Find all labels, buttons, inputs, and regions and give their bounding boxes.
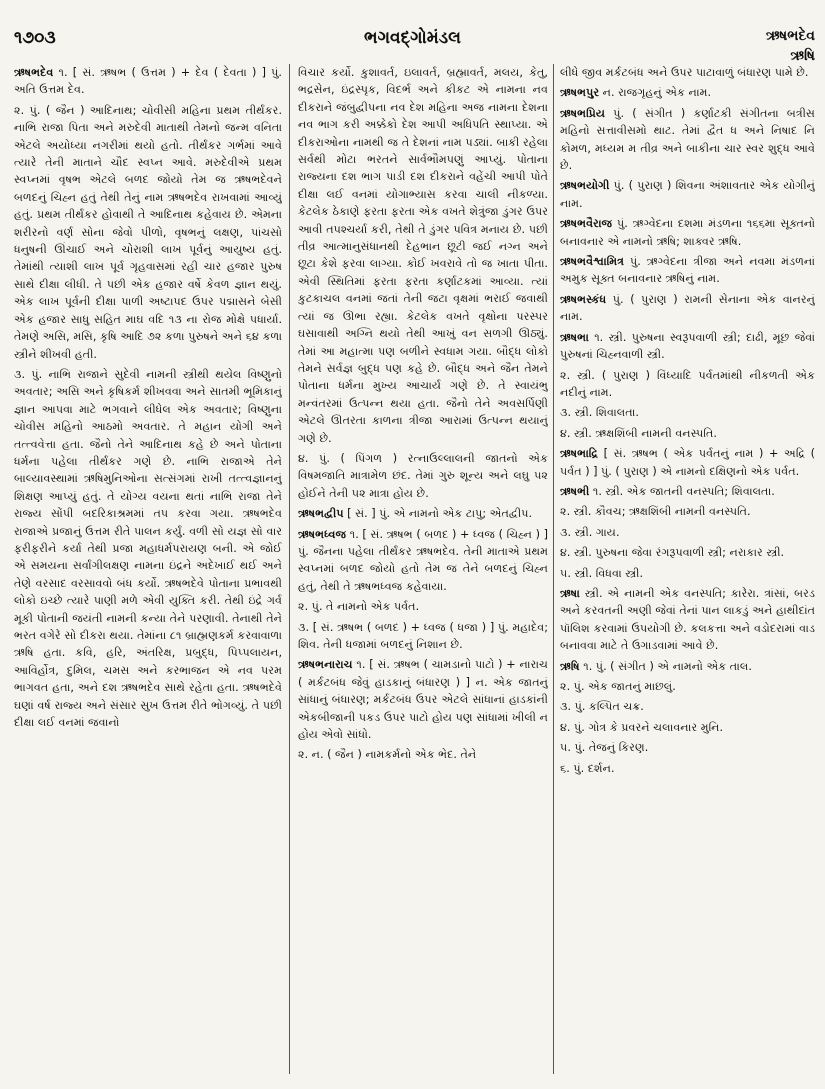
page-header bbox=[0, 0, 825, 64]
entry-text: ૨. સ્ત્રી. કૌવચ; ઋક્ષશિંબી નામની વનસ્પતિ. bbox=[560, 505, 751, 519]
entry-text: ૧. પું. ( સંગીત ) એ નામનો એક તાલ. bbox=[579, 659, 752, 673]
dictionary-entry bbox=[560, 105, 815, 175]
entry-text: ૧. [ સં. ઋષભ ( બળદ ) + ધ્વજ ( ચિહ્ન ) ] પું. જૈનના પહેલા તીર્થંકર ઋષભદેવ. તેની માતાએ પ્રથમ સ્વપ્નમાં બળદ જોયો હતો તેમ જ તેને બળદનું ચિહ્ન હતું, તેથી તે ઋષભધ્વજ કહેવાયા. bbox=[298, 527, 548, 593]
entry-text: ૧. સ્ત્રી. પુરુષના સ્વરૂપવાળી સ્ત્રી; દાઢી, મૂછ જેવાં પુરુષનાં ચિહ્નવાળી સ્ત્રી. bbox=[560, 330, 815, 362]
entry-text: લીધે જીવ મર્કટબંધ અને ઉપર પાટાવાળું બંધારણ પામે છે. bbox=[560, 66, 809, 79]
dictionary-entry bbox=[298, 598, 548, 615]
entry-text: ૨. ન. ( જૈન ) નામકર્મનો એક ભેદ. તેને bbox=[298, 748, 477, 762]
headword: ઋષભદેવ bbox=[14, 66, 54, 79]
dictionary-entry bbox=[14, 64, 282, 99]
entry-text: ૩. પું. નાભિ રાજાને સુદેવી નામની સ્ત્રીથી થયેલ વિષ્ણુનો અવતાર; અસિ અને કૃષિકર્મ શીખવવા અને સાતમી ભૂમિકાનું જ્ઞાન આપવા માટે ભગવાને લીધેલ એક અવતાર; વિષ્ણુના ચોવીસ મહિનો આઠમો અવતાર. તે મહાન યોગી અને તત્ત્વવેત્તા હતા. જૈનો તેને આદિનાથ કહે છે અને પોતાના ધર્મના પહેલા તીર્થંકર ગણે છે. નાભિ રાજાએ તેને બાલ્યાવસ્થામાં ઋષિમુનિઓના સત્સંગમાં રાખી તત્ત્વજ્ઞાનનું શિક્ષણ આપ્યું હતું. તે યોગ્ય વયના થતાં નાભિ રાજા તેને રાજ્ય સોંપી બદરિકાશ્રમમાં તપ કરવા ગયા. ઋષભદેવ રાજાએ પ્રજાનું ઉત્તમ રીતે પાલન કર્યું. વળી સો યજ્ઞ સો વાર ફરીફરીને કર્યા તેથી પ્રજા મહાધર્મપરાયણ બની. એ જોઈ એ સમયના સર્વાંગીલક્ષણ નામના ઇંદ્રને અદેખાઈ થઈ અને તેણે વરસાદ વરસાવવો બંધ કર્યો. ઋષભદેવે પોતાના પ્રભાવથી લોકો ઇચ્છે ત્યારે પાણી મળે એવી યુક્તિ કરી. તેથી ઇંદ્રે ગર્વ મૂકી પોતાની જયંતી નામની કન્યા તેને પરણાવી. તેનાથી તેને ભરત વગેરે સો દીકરા થયા. તેમાંના ૮૧ બ્રાહ્મણકર્મ કરવાવાળા ઋષિ હતા. કવિ, હરિ, અંતરિક્ષ, પ્રબુદ્ધ, પિપ્પલાયન, આવિર્હોત્ર, દુમિલ, ચમસ અને કરભાજન એ નવ પરમ ભાગવત હતા, અને દશ ઋષભદેવ સાથે રહેતા હતા. ઋષભદેવે ઘણાં વર્ષ રાજ્ય અને સંસાર સુખ ઉત્તમ રીતે ભોગવ્યું. તે પછી દીક્ષા લઈ વનમાં જવાનો bbox=[14, 367, 282, 730]
entry-text: [ સં. ઋષભ ( એક પર્વતનું નામ ) + અદ્રિ ( પર્વત ) ] પું. ( પુરાણ ) એ નામનો દક્ષિણનો એક પર્વત. bbox=[560, 447, 815, 478]
entry-text: ૨. પું. તે નામનો એક પર્વત. bbox=[298, 600, 420, 614]
headword: ઋષભપ્રિય bbox=[560, 106, 606, 120]
column-3 bbox=[560, 64, 815, 1082]
entry-text: ૩. સ્ત્રી. ગાય. bbox=[560, 525, 620, 539]
dictionary-entry bbox=[14, 102, 282, 363]
entry-text: સ્ત્રી. એ નામની એક વનસ્પતિ; કારેરા. ત્રાંસાં, બરડ અને કરવતની અણી જેવાં તેનાં પાન લાકડું અને હાથીદાંત પૉલિશ કરવામાં ઉપયોગી છે. કલકત્તા અને વડોદરામાં વાડ બનાવવા માટે તે ઉગાડવામાં આવે છે. bbox=[560, 586, 815, 653]
page-number: ૧૭૦૩ bbox=[14, 28, 56, 48]
dictionary-entry bbox=[298, 619, 548, 654]
headword: ઋષભદ્વીપ bbox=[298, 507, 344, 521]
column-2 bbox=[298, 64, 548, 1082]
dictionary-entry bbox=[560, 291, 815, 326]
dictionary-entry bbox=[560, 64, 815, 81]
entry-text: ન. રાજગૃહનું એક નામ. bbox=[599, 86, 712, 100]
dictionary-entry bbox=[298, 656, 548, 743]
dictionary-entry bbox=[298, 746, 548, 763]
entry-text: ૧. [ સં. ઋષભ ( ઉત્તમ ) + દેવ ( દેવતા ) ] પું. અતિ ઉત્તમ દેવ. bbox=[14, 66, 282, 97]
headword: ઋષા bbox=[560, 586, 580, 600]
headword: ઋષભા bbox=[560, 330, 589, 344]
headword: ઋષભી bbox=[560, 484, 590, 498]
guide-word-last: ઋષિ bbox=[790, 48, 815, 64]
entry-text: ૫. પું. તેજનું કિરણ. bbox=[560, 741, 649, 755]
entry-text: ૩. સ્ત્રી. શિવાલતા. bbox=[560, 406, 639, 420]
dictionary-entry bbox=[560, 503, 815, 520]
entry-text: ૩. [ સં. ઋષભ ( બળદ ) + ધ્વજ ( ધજા ) ] પું. મહાદેવ; શિવ. તેની ધજામાં બળદનું નિશાન છે. bbox=[298, 620, 548, 651]
running-title: ભગવદ્ગોમંડલ bbox=[364, 28, 461, 48]
dictionary-entry bbox=[560, 739, 815, 756]
column-divider bbox=[553, 64, 554, 1074]
dictionary-entry bbox=[560, 445, 815, 480]
dictionary-entry bbox=[298, 450, 548, 502]
headword: ઋષભાદ્રિ bbox=[560, 447, 598, 461]
entry-text: ૪. સ્ત્રી. ઋક્ષશિંબી નામની વનસ્પતિ. bbox=[560, 426, 717, 440]
dictionary-entry bbox=[560, 483, 815, 500]
entry-text: ૬. પું. દર્શન. bbox=[560, 761, 615, 775]
entry-text: પું. ઋગ્વેદના ત્રીજા અને નવમા મંડળનાં અમુક સૂક્ત બનાવનાર ઋષિનું નામ. bbox=[560, 255, 815, 286]
headword: ઋષભવૈશ્વામિત્ર bbox=[560, 255, 624, 269]
dictionary-entry bbox=[560, 678, 815, 695]
entry-text: ૧. સ્ત્રી. એક જાતની વનસ્પતિ; શિવાલતા. bbox=[589, 484, 775, 498]
dictionary-entry bbox=[560, 658, 815, 675]
dictionary-entry bbox=[560, 425, 815, 442]
dictionary-entry bbox=[560, 177, 815, 212]
headword: ઋષભનારાચ bbox=[298, 658, 353, 672]
headword: ઋષભપુર bbox=[560, 86, 600, 100]
entry-text: ૨. પું. ( જૈન ) આદિનાથ; ચોવીસી મહિના પ્રથમ તીર્થંકર. નાભિ રાજા પિતા અને મરુદેવી માતાથી તેમનો જન્મ વનિતા એટલે અયોધ્યા નગરીમાં થયો હતો. તીર્થંકર ગર્ભમાં આવે ત્યારે તેની માતાને ચૌદ સ્વપ્ન આવે. મરુદેવીએ પ્રથમ સ્વપ્નમાં વૃષભ એટલે બળદ જોયો તેમ જ ઋષભદેવને બળદનું ચિહ્ન હતું તેથી તેનું નામ ઋષભદેવ રાખવામાં આવ્યું હતું. પ્રથમ તીર્થંકર હોવાથી તે આદિનાથ કહેવાય છે. એમના શરીરનો વર્ણ સોના જેવો પીળો, વૃષભનું લક્ષણ, પાંચસો ધનુષની ઊંચાઈ અને ચોરાશી લાખ પૂર્વનું આયુષ્ય હતું. તેમાંથી ત્યાશી લાખ પૂર્વ ગૃહવાસમાં રહી ચાર હજાર પુરુષ સાથે દીક્ષા લીધી. તે પછી એક હજાર વર્ષે કેવળ જ્ઞાન થયું. એક લાખ પૂર્વની દીક્ષા પાળી અષ્ટાપદ ઉપર પદ્માસને બેસી એક હજાર સાધુ સહિત માઘ વદિ ૧૩ ના રોજ મોક્ષે પધાર્યા. તેમણે અસિ, મસિ, કૃષિ આદિ ૭૨ કળા પુરુષને અને ૬૪ કળા સ્ત્રીને શીખવી હતી. bbox=[14, 103, 282, 361]
entry-text: વિચાર કર્યો. કુશાવર્ત, ઇલાવર્ત, બ્રહ્માવર્ત, મલય, કેતુ, ભદ્રસેન, ઇંદ્રસ્પૃક, વિદર્ભ અને કીકટ એ નામના નવ દીકરાને જંબુદ્વીપના નવ દેશ મહિના અજ નામના દેશના નવ ભાગ કરી અક્કેકો દેશ આપી અધિપતિ સ્થાપ્યા. એ દીકરાઓના નામથી જ તે દેશનાં નામ પડ્યાં. બાકી રહેલા સર્વથી મોટા ભરતને સાર્વભૌમપણું આપ્યું. પોતાના રાજ્યના દશ ભાગ પાડી દશ દીકરાને વહેંચી આપી પોતે દીક્ષા લઈ વનમાં યોગાભ્યાસ કરવા ચાલી નીકળ્યા. કેટલેક ઠેકાણે ફરતા ફરતા એક વખતે શેત્રુંજા ડુંગર ઉપર આવી તપશ્ચર્યા કરી, તેથી તે ડુંગર પવિત્ર મનાય છે. પછી તીવ્ર આત્માનુસંધાનથી દેહભાન છૂટી જઈ નગ્ન અને છૂટા કેશે ફરવા લાગ્યા. કોઈ ખવરાવે તો જ ખાતા પીતા. એવી સ્થિતિમાં ફરતા ફરતા કર્ણાટકમાં આવ્યા. ત્યાં કુટકાચલ વનમાં જતાં તેની જટા વૃક્ષમાં ભરાઈ જવાથી ત્યાં જ ઊભા રહ્યા. કેટલેક વખતે વૃક્ષોના પરસ્પર ઘસાવાથી અગ્નિ થયો તેથી આખું વન સળગી ઊઠ્યું. તેમાં આ મહાત્મા પણ બળીને સ્વધામ ગયા. બૌદ્ધ લોકો તેમને સર્વજ્ઞ બુદ્ધ પણ કહે છે. બૌદ્ધ અને જૈન તેમને પોતાના ધર્મના મુખ્ય આચાર્ય ગણે છે. તે સ્વાયંભુ મન્વંતરમાં ઉત્પન્ન થયા હતા. જૈનો તેને અવસર્પિણી એટલે ઊતરતા કાળના ત્રીજા આરામાં ઉત્પન્ન થયાનું ગણે છે. bbox=[298, 66, 548, 445]
entry-text: પું. ( પુરાણ ) શિવના અંશાવતાર એક યોગીનું નામ. bbox=[560, 179, 815, 210]
dictionary-entry bbox=[560, 404, 815, 421]
dictionary-entry bbox=[560, 544, 815, 561]
entry-text: ૨. સ્ત્રી. ( પુરાણ ) વિંધ્યાદિ પર્વતમાંથી નીકળતી એક નદીનું નામ. bbox=[560, 368, 815, 399]
dictionary-entry bbox=[560, 253, 815, 288]
dictionary-entry bbox=[560, 565, 815, 582]
dictionary-entry bbox=[298, 505, 548, 522]
headword: ઋષભયોગી bbox=[560, 179, 610, 193]
entry-text: ૧. [ સં. ઋષભ ( ચામડાનો પાટો ) + નારાચ ( મર્કટબંધ જેવું હાડકાનું બંધારણ ) ] ન. એક જાતનું સાંધાનું બંધારણ; મર્કટબંધ ઉપર એટલે સાંધાનાં હાડકાંની એકબીજાની પકડ ઉપર પાટો હોય પણ સાંધામાં ખીલી ન હોય એવો સાંધો. bbox=[298, 658, 548, 742]
entry-text: પું. ( પુરાણ ) રામની સેનાના એક વાનરનું નામ. bbox=[560, 292, 815, 324]
entry-text: ૪. પું. ( પિંગળ ) રત્નાઉલ્લાલની જાતનો એક વિષમજાતિ માત્રામેળ છંદ. તેમાં ગુરુ શૂન્ય અને લઘુ ૫૨ હોઈને તેની ૫૨ માત્રા હોય છે. bbox=[298, 451, 548, 500]
dictionary-entry bbox=[560, 524, 815, 541]
dictionary-entry bbox=[560, 698, 815, 715]
headword: ઋષિ bbox=[560, 659, 580, 673]
entry-text: ૩. પું. કલ્પિત ચક્ર. bbox=[560, 700, 644, 714]
entry-text: [ સં. ] પું. એ નામનો એક ટાપુ; એતદ્વીપ. bbox=[343, 507, 533, 521]
entry-text: ૨. પું. એક જાતનું માછલું. bbox=[560, 680, 676, 693]
column-divider bbox=[289, 64, 290, 1074]
headword: ઋષભધ્વજ bbox=[298, 527, 347, 541]
dictionary-entry bbox=[560, 585, 815, 655]
dictionary-entry bbox=[298, 64, 548, 447]
dictionary-entry bbox=[560, 367, 815, 402]
dictionary-entry bbox=[560, 719, 815, 736]
column-1 bbox=[14, 64, 282, 1082]
dictionary-entry bbox=[560, 84, 815, 101]
dictionary-entry bbox=[298, 526, 548, 596]
headword: ઋષભવૈરાજ bbox=[560, 217, 613, 231]
guide-words bbox=[766, 26, 815, 66]
entry-text: ૫. સ્ત્રી. વિધવા સ્ત્રી. bbox=[560, 566, 644, 580]
entry-text: ૪. પું. ગોત્ર કે પ્રવરને ચલાવનાર મુનિ. bbox=[560, 720, 724, 734]
headword: ઋષભસ્કંધ bbox=[560, 292, 607, 306]
dictionary-entry bbox=[560, 215, 815, 250]
entry-text: ૪. સ્ત્રી. પુરુષના જેવા રંગરૂપવાળી સ્ત્રી; નરાકાર સ્ત્રી. bbox=[560, 546, 785, 560]
entry-text: પું. ઋગ્વેદના દશમા મંડળના ૧૬૬મા સૂક્તનો બનાવનાર એ નામનો ઋષિ; શાક્વર ઋષિ. bbox=[560, 217, 815, 248]
dictionary-entry bbox=[560, 760, 815, 777]
dictionary-entry bbox=[14, 366, 282, 732]
entry-text: પું. ( સંગીત ) કર્ણાટકી સંગીતના બત્રીસ મહિનો સત્તાવીસમો થાટ. તેમાં દ્વૈત ધ અને નિષાદ નિ કોમળ, મધ્યમ મ તીવ્ર અને બાકીના ચાર સ્વર શુદ્ધ આવે છે. bbox=[560, 106, 815, 173]
dictionary-entry bbox=[560, 329, 815, 364]
guide-word-first: ઋષભદેવ bbox=[765, 28, 815, 44]
